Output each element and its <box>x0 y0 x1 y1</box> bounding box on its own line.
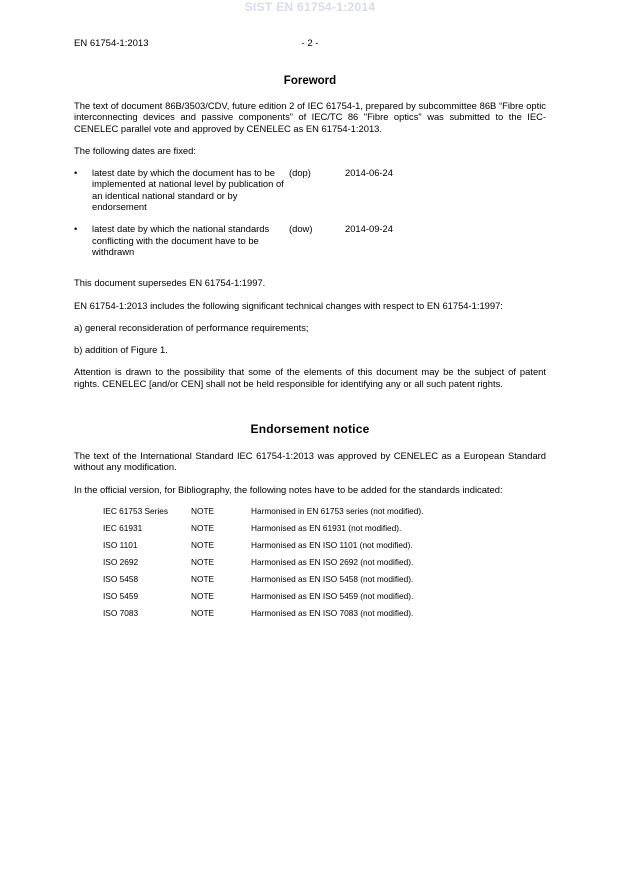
bullet-icon: • <box>74 223 78 235</box>
changes-intro: EN 61754-1:2013 includes the following significant technical changes with respect to EN 61754-1:1997: <box>74 299 503 311</box>
bibliography-intro: In the official version, for Bibliography, the following notes have to be added for the standards indicated: <box>74 483 503 495</box>
bullet-icon: • <box>74 167 78 179</box>
date-description: latest date by which the document has to be implemented at national level by publication of an identical national standard or by endorsement <box>92 167 284 213</box>
note-cell: NOTE <box>191 573 215 584</box>
document-id: EN 61754-1:2013 <box>74 38 149 49</box>
table-row <box>103 591 471 608</box>
bibliography-notes-table <box>103 506 471 625</box>
foreword-title: Foreword <box>283 75 337 87</box>
date-description: latest date by which the national standards conflicting with the document have to be withdrawn <box>92 223 270 257</box>
standard-cell: ISO 5459 <box>103 590 139 601</box>
standard-cell: IEC 61753 Series <box>103 505 169 516</box>
patent-notice: Attention is drawn to the possibility that some of the elements of this document may be the subject of patent rights. CENELEC [and/or CEN] shall not be held responsible for identifying any or all such patent rights. <box>74 366 546 389</box>
note-cell: NOTE <box>191 556 215 567</box>
table-row <box>103 574 471 591</box>
standard-cell: ISO 5458 <box>103 573 139 584</box>
date-item <box>74 167 546 212</box>
date-value: 2014-06-24 <box>345 167 393 179</box>
supersedes-text: This document supersedes EN 61754-1:1997. <box>74 277 266 289</box>
table-row <box>103 608 471 625</box>
endorsement-title: Endorsement notice <box>250 422 370 437</box>
note-cell: NOTE <box>191 539 215 550</box>
change-b: b) addition of Figure 1. <box>74 344 168 356</box>
standard-cell: ISO 7083 <box>103 607 139 618</box>
dates-list <box>74 167 546 257</box>
harmonisation-cell: Harmonised as EN ISO 5458 (not modified). <box>251 573 414 584</box>
date-value: 2014-09-24 <box>345 223 393 235</box>
watermark: SIST EN 61754-1:2014 <box>244 0 376 14</box>
date-abbreviation: (dop) <box>289 167 311 179</box>
note-cell: NOTE <box>191 522 215 533</box>
date-item <box>74 223 546 257</box>
table-row <box>103 506 471 523</box>
table-row <box>103 523 471 540</box>
harmonisation-cell: Harmonised as EN ISO 1101 (not modified). <box>251 539 413 550</box>
harmonisation-cell: Harmonised as EN ISO 7083 (not modified). <box>251 607 414 618</box>
note-cell: NOTE <box>191 505 215 516</box>
dates-intro: The following dates are fixed: <box>74 144 196 156</box>
date-abbreviation: (dow) <box>289 223 313 235</box>
page-number: - 2 - <box>301 38 319 49</box>
table-row <box>103 540 471 557</box>
note-cell: NOTE <box>191 607 215 618</box>
standard-cell: ISO 1101 <box>103 539 138 550</box>
harmonisation-cell: Harmonised as EN ISO 2692 (not modified). <box>251 556 414 567</box>
foreword-intro: The text of document 86B/3503/CDV, future edition 2 of IEC 61754-1, prepared by subcommittee 86B “Fibre optic interconnecting devices and passive components” of IEC/TC 86 "Fibre optics" was submitted to the IEC-CENELEC parallel vote and approved by CENELEC as EN 61754-1:2013. <box>74 100 546 134</box>
note-cell: NOTE <box>191 590 215 601</box>
harmonisation-cell: Harmonised as EN ISO 5459 (not modified). <box>251 590 414 601</box>
endorsement-text: The text of the International Standard IEC 61754-1:2013 was approved by CENELEC as a European Standard without any modification. <box>74 450 546 473</box>
harmonisation-cell: Harmonised in EN 61753 series (not modified). <box>251 505 424 516</box>
standard-cell: ISO 2692 <box>103 556 139 567</box>
harmonisation-cell: Harmonised as EN 61931 (not modified). <box>251 522 402 533</box>
standard-cell: IEC 61931 <box>103 522 143 533</box>
table-row <box>103 557 471 574</box>
page-content <box>74 74 546 625</box>
change-a: a) general reconsideration of performance requirements; <box>74 321 309 333</box>
